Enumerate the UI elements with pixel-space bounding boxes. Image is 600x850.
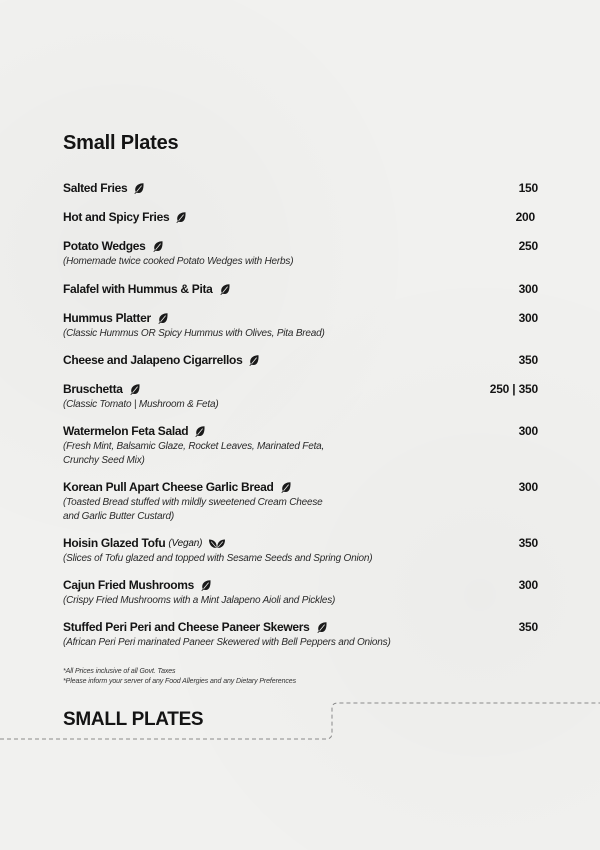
menu-item-description: (Toasted Bread stuffed with mildly sweetened Cream Cheese and Garlic Butter Custard) [63,497,323,522]
vegan-double-leaf-icon [208,537,226,549]
menu-item-name: Bruschetta [63,382,123,396]
menu-item-price: 350 [518,353,538,367]
menu-item-price: 300 [518,578,538,592]
menu-item-price: 300 [518,282,538,296]
menu-item-name: Cajun Fried Mushrooms [63,578,195,592]
leaf-icon [129,383,141,395]
menu-item [63,577,538,608]
menu-item-price: 350 [518,620,538,634]
menu-item [63,238,538,269]
menu-item-price: 250 [518,239,538,253]
menu-item [63,619,538,650]
menu-item-name: Hoisin Glazed Tofu [63,536,166,550]
section-banner-title: SMALL PLATES [63,709,204,730]
menu-item-name: Stuffed Peri Peri and Cheese Paneer Skewers [63,620,310,634]
menu-item-name: Korean Pull Apart Cheese Garlic Bread [63,480,274,494]
footnotes [63,667,296,687]
menu-item [63,281,538,297]
vegan-note: (Vegan) [168,537,203,549]
menu-item-price: 250 | 350 [489,382,538,396]
leaf-icon [280,481,292,493]
menu-item-description: (Fresh Mint, Balsamic Glaze, Rocket Leaves, Marinated Feta, Crunchy Seed Mix) [63,441,325,466]
leaf-icon [175,211,187,223]
leaf-icon [200,579,212,591]
menu-item-name: Cheese and Jalapeno Cigarrellos [63,353,243,367]
leaf-icon [219,283,231,295]
menu-item-name: Hot and Spicy Fries [63,210,170,224]
menu-item-price: 350 [518,536,538,550]
menu-item-price: 300 [518,311,538,325]
menu-item [63,209,538,225]
menu-item [63,352,538,368]
footnote-allergies: *Please inform your server of any Food Allergies and any Dietary Preferences [63,678,296,685]
page-title: Small Plates [63,132,179,154]
menu-item-price: 200 [515,210,535,224]
menu-item-price: 300 [518,424,538,438]
menu-item [63,423,538,467]
menu-item-name: Salted Fries [63,181,128,195]
leaf-icon [133,182,145,194]
menu-item-description: (Classic Hummus OR Spicy Hummus with Olives, Pita Bread) [63,328,325,339]
menu-item [63,535,538,566]
footnote-taxes: *All Prices inclusive of all Govt. Taxes [63,668,176,675]
menu-item-description: (Crispy Fried Mushrooms with a Mint Jalapeno Aioli and Pickles) [63,595,336,606]
menu-item-description: (Classic Tomato | Mushroom & Feta) [63,399,219,410]
menu-item-description: (Slices of Tofu glazed and topped with Sesame Seeds and Spring Onion) [63,553,373,564]
menu-item-name: Potato Wedges [63,239,146,253]
menu-item-description: (African Peri Peri marinated Paneer Skewered with Bell Peppers and Onions) [63,637,391,648]
menu-item-name: Hummus Platter [63,311,151,325]
menu-item-name: Falafel with Hummus & Pita [63,282,213,296]
menu-item-description: (Homemade twice cooked Potato Wedges with Herbs) [63,256,294,267]
menu-item [63,381,538,412]
menu-item-price: 300 [518,480,538,494]
menu-item [63,310,538,341]
leaf-icon [157,312,169,324]
menu-item-price: 150 [518,181,538,195]
menu-item [63,180,538,196]
menu-item [63,479,538,523]
menu-item-name: Watermelon Feta Salad [63,424,189,438]
leaf-icon [194,425,206,437]
leaf-icon [152,240,164,252]
leaf-icon [316,621,328,633]
leaf-icon [248,354,260,366]
